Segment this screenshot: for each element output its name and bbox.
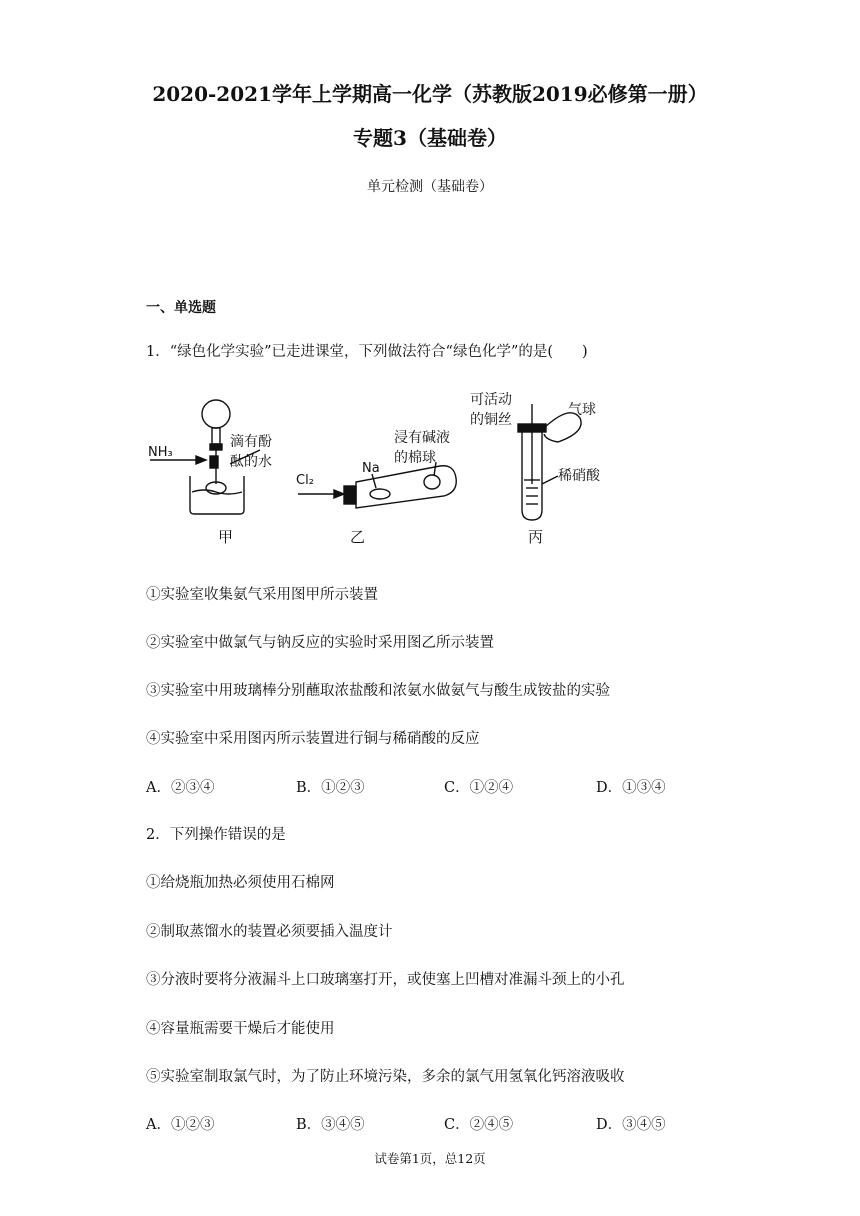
q2-option-c[interactable]: C．②④⑤ [444,1117,514,1133]
q1-apparatus-figure [140,384,620,554]
yi-label-line-2: 的棉球 [394,450,436,466]
bing-caption: 丙 [528,528,544,546]
balloon-label: 气球 [568,402,596,418]
q1-statement-3: ③实验室中用玻璃棒分别蘸取浓盐酸和浓氨水做氨气与酸生成铵盐的实验 [146,683,610,699]
na-label: Na [362,461,380,476]
gas-label-cl2: Cl₂ [296,473,314,488]
yi-label-line-1: 浸有碱液 [394,430,450,446]
q1-option-a[interactable]: A．②③④ [146,780,215,796]
q1-statement-4: ④实验室中采用图丙所示装置进行铜与稀硝酸的反应 [146,731,480,747]
question-2-stem: 2．下列操作错误的是 [146,827,286,843]
gas-arrow-head [196,456,206,464]
yi-caption: 乙 [350,528,366,546]
bing-label-line-2: 的铜丝 [470,412,512,428]
q1-statement-2: ②实验室中做氯气与钠反应的实验时采用图乙所示装置 [146,635,494,651]
bing-label-line-1: 可活动 [470,392,512,408]
q2-statement-2: ②制取蒸馏水的装置必须要插入温度计 [146,924,393,940]
acid-label: 稀硝酸 [558,468,600,484]
q2-statement-4: ④容量瓶需要干燥后才能使用 [146,1021,335,1037]
gas-arrow-head [334,490,344,498]
tube-clamp [210,456,218,468]
q1-option-b[interactable]: B．①②③ [296,780,365,796]
tube-stopper [344,486,356,504]
q2-option-a[interactable]: A．①②③ [146,1117,215,1133]
stopper [210,444,222,450]
gas-label-nh3: NH₃ [148,445,173,460]
title-line-2: 专题3（基础卷） [353,126,507,150]
round-flask [202,400,230,428]
q1-statement-1: ①实验室收集氨气采用图甲所示装置 [146,587,378,603]
acid-leader [542,476,558,484]
q2-statement-3: ③分液时要将分液漏斗上口玻璃塞打开，或使塞上凹槽对准漏斗颈上的小孔 [146,972,625,988]
na-leader [372,474,376,488]
q1-option-d[interactable]: D．①③④ [596,780,666,796]
q2-statement-5: ⑤实验室制取氯气时，为了防止环境污染，多余的氯气用氢氧化钙溶液吸收 [146,1069,625,1085]
sodium-piece [370,489,390,499]
q2-option-b[interactable]: B．③④⑤ [296,1117,365,1133]
section-heading: 一、单选题 [146,300,216,316]
flask-neck [212,428,220,444]
title-line-1: 2020-2021学年上学期高一化学（苏教版2019必修第一册） [152,82,708,106]
jia-label-line-2: 酞的水 [230,454,272,470]
page-footer: 试卷第1页，总12页 [374,1151,486,1166]
q1-option-c[interactable]: C．①②④ [444,780,514,796]
subtitle: 单元检测（基础卷） [367,179,493,195]
question-1-stem: 1．“绿色化学实验”已走进课堂，下列做法符合“绿色化学”的是( ) [146,344,588,360]
apparatus-bing [518,404,581,520]
q2-statement-1: ①给烧瓶加热必须使用石棉网 [146,875,335,891]
q2-option-d[interactable]: D．③④⑤ [596,1117,666,1133]
jia-caption: 甲 [218,528,234,546]
jia-label-line-1: 滴有酚 [230,434,272,450]
cotton-ball [424,475,440,489]
